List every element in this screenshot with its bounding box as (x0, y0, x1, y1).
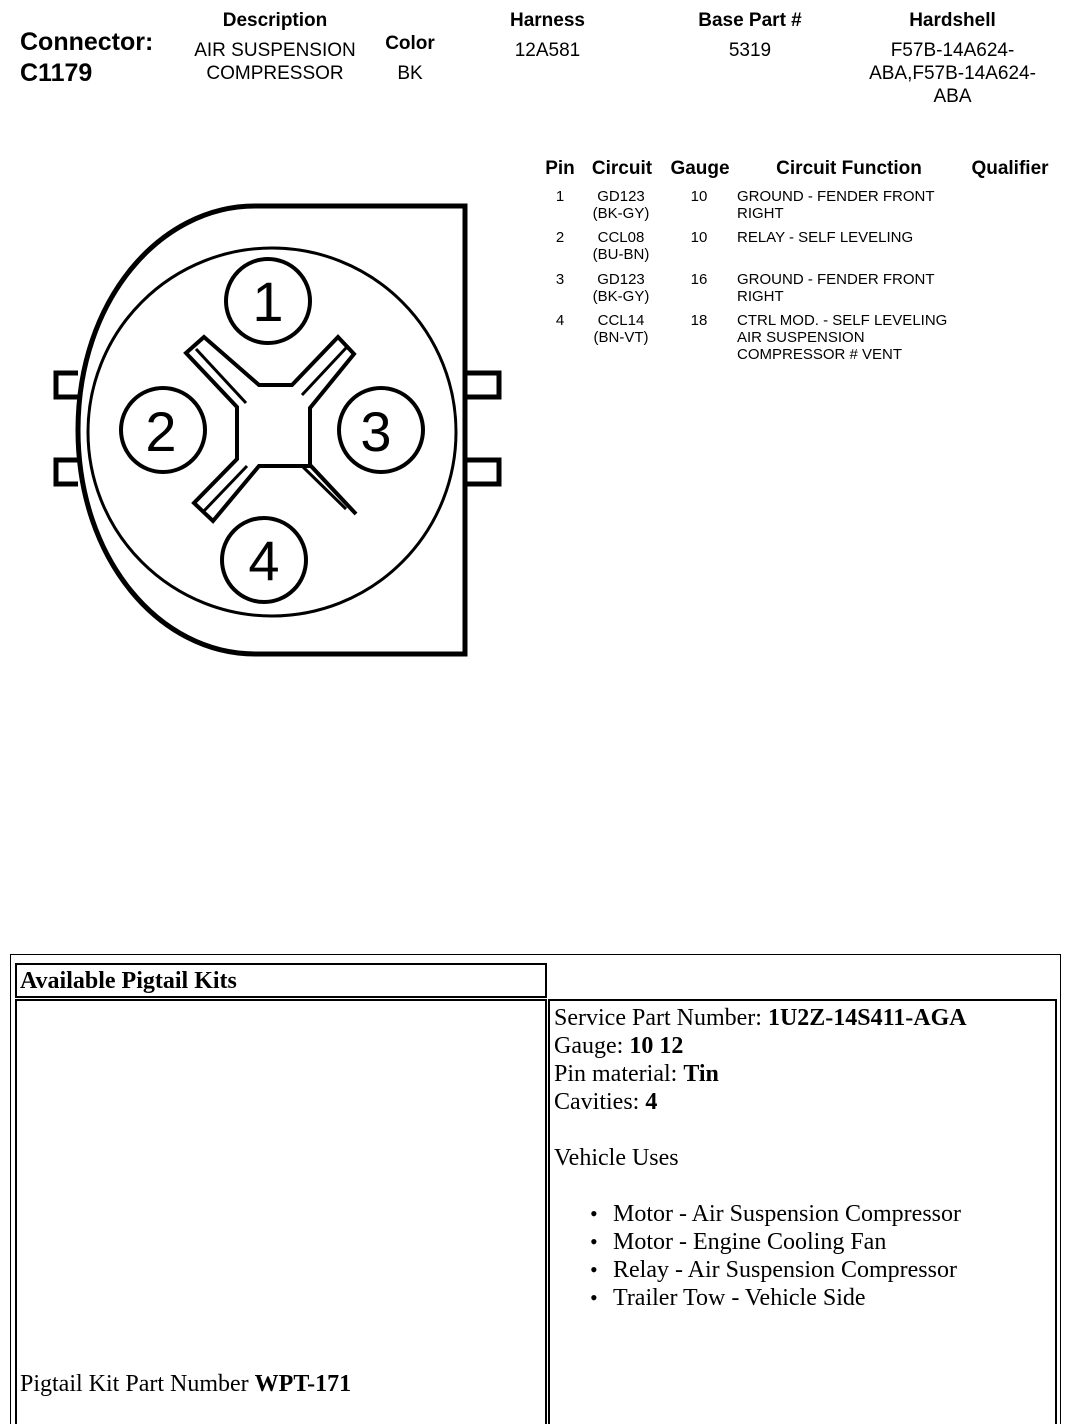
pigtail-kit-cell (15, 999, 547, 1424)
circuit-color: (BN-VT) (593, 329, 649, 346)
service-part-label: Service Part Number: (554, 1005, 768, 1031)
hardshell-header: Hardshell (909, 10, 996, 31)
description-line: COMPRESSOR (206, 63, 344, 84)
pin-1-label: 1 (252, 270, 284, 333)
gauge-value: 10 12 (629, 1033, 684, 1059)
function-line: CTRL MOD. - SELF LEVELING (737, 312, 948, 329)
circuit-id: CCL14 (597, 312, 645, 329)
cavities-value: 4 (645, 1089, 658, 1115)
description-line: AIR SUSPENSION (194, 40, 356, 61)
gauge-label: Gauge: (554, 1033, 630, 1059)
cavities-label: Cavities: (554, 1089, 646, 1115)
base-part-header: Base Part # (698, 10, 802, 31)
circuit-id: CCL08 (597, 229, 645, 246)
service-part-value: 1U2Z-14S411-AGA (767, 1005, 967, 1031)
circuit-color: (BU-BN) (592, 246, 650, 263)
list-item: • Relay - Air Suspension Compressor (586, 1256, 967, 1284)
pigtail-details (554, 1004, 967, 1312)
pigtail-details-cell (548, 999, 1057, 1424)
latch-tab-right-lower (465, 460, 499, 484)
function-col-header: Circuit Function (776, 158, 922, 179)
center-key-inner (196, 348, 346, 513)
table-row-function (737, 188, 967, 222)
function-line: RIGHT (737, 288, 784, 305)
table-row-function (737, 312, 967, 363)
table-row-pin: 2 (555, 229, 565, 246)
circuit-id: GD123 (597, 271, 645, 288)
harness-header: Harness (510, 10, 585, 31)
pin-3-label: 3 (360, 400, 392, 463)
hardshell-line: ABA,F57B-14A624- (869, 63, 1036, 84)
latch-tab-left-lower (56, 460, 78, 484)
list-item: • Motor - Air Suspension Compressor (586, 1200, 967, 1228)
table-row-gauge: 10 (690, 229, 708, 246)
base-part-value: 5319 (728, 40, 772, 61)
pigtail-kit-part-value: WPT-171 (254, 1371, 352, 1397)
table-row-circuit (580, 312, 662, 346)
pin-material-label: Pin material: (554, 1061, 684, 1087)
list-item: • Trailer Tow - Vehicle Side (586, 1284, 967, 1312)
cavities-line (554, 1088, 967, 1116)
service-part-line (554, 1004, 967, 1032)
table-row-gauge: 18 (690, 312, 708, 329)
table-row-circuit (580, 229, 662, 263)
function-line: COMPRESSOR # VENT (737, 346, 903, 363)
circuit-id: GD123 (597, 188, 645, 205)
function-line: RIGHT (737, 205, 784, 222)
circuit-color: (BK-GY) (592, 288, 650, 305)
latch-tab-left-upper (56, 373, 78, 397)
hardshell-line: F57B-14A624- (890, 40, 1015, 61)
connector-label: Connector: (20, 28, 154, 56)
function-line: RELAY - SELF LEVELING (737, 229, 914, 246)
description-header: Description (222, 10, 328, 31)
table-row-gauge: 16 (690, 271, 708, 288)
table-row-pin: 1 (555, 188, 565, 205)
function-line: GROUND - FENDER FRONT (737, 188, 935, 205)
pigtail-title: Available Pigtail Kits (20, 968, 237, 994)
pin-4-label: 4 (248, 529, 280, 592)
pin-2-label: 2 (145, 400, 177, 463)
pin-col-header: Pin (545, 158, 575, 179)
hardshell-value (850, 39, 1055, 108)
circuit-col-header: Circuit (591, 158, 653, 179)
connector-face-diagram (40, 190, 510, 670)
pin-material-line (554, 1060, 967, 1088)
table-row-pin: 3 (555, 271, 565, 288)
pin-material-value: Tin (683, 1061, 719, 1087)
pigtail-kit-part-label: Pigtail Kit Part Number (20, 1371, 255, 1397)
qualifier-col-header: Qualifier (971, 158, 1049, 179)
latch-tab-right-upper (465, 373, 499, 397)
table-row-gauge: 10 (690, 188, 708, 205)
function-line: AIR SUSPENSION (737, 329, 865, 346)
vehicle-uses-list (586, 1200, 967, 1312)
description-value (175, 39, 375, 85)
table-row-function (737, 271, 967, 305)
gauge-line (554, 1032, 967, 1060)
pigtail-kit-part (20, 1371, 351, 1398)
hardshell-line: ABA (933, 86, 972, 107)
function-line: GROUND - FENDER FRONT (737, 271, 935, 288)
color-value: BK (397, 63, 423, 84)
table-row-circuit (580, 271, 662, 305)
list-item: • Motor - Engine Cooling Fan (586, 1228, 967, 1256)
harness-value: 12A581 (514, 40, 581, 61)
vehicle-uses-label: Vehicle Uses (554, 1145, 679, 1171)
pigtail-title-cell (15, 963, 547, 998)
table-row-circuit (580, 188, 662, 222)
circuit-color: (BK-GY) (592, 205, 650, 222)
color-header: Color (385, 33, 435, 54)
table-row-function (737, 229, 967, 246)
table-row-pin: 4 (555, 312, 565, 329)
connector-id: C1179 (20, 59, 93, 87)
gauge-col-header: Gauge (670, 158, 730, 179)
